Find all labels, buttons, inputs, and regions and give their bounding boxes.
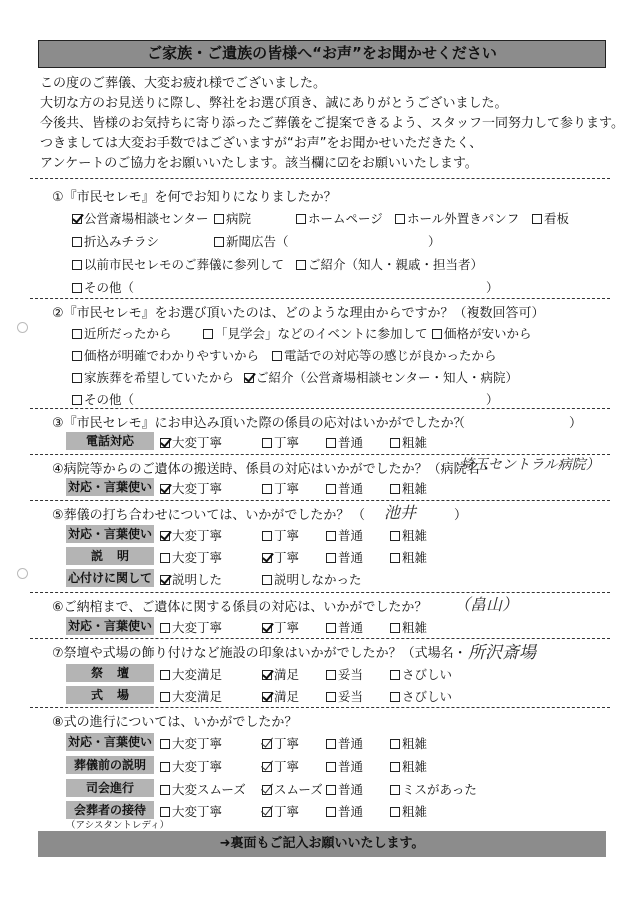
checkbox-icon[interactable] [214, 214, 224, 224]
q5-handwritten-staff: 池井 [384, 503, 417, 522]
checkbox-icon[interactable] [72, 329, 82, 339]
q2-option-nearby[interactable]: 近所だったから [72, 324, 172, 342]
checkbox-icon[interactable] [390, 531, 400, 541]
checkbox-icon[interactable] [160, 762, 170, 772]
q5-explanation-very-polite[interactable]: 大変丁寧 [160, 548, 222, 566]
question-1: ①『市民セレモ』を何でお知りになりましたか？ [52, 190, 337, 205]
checkbox-icon[interactable] [390, 762, 400, 772]
q8-reception-very-polite[interactable]: 大変丁寧 [160, 802, 222, 820]
checkbox-icon[interactable] [390, 807, 400, 817]
q1-option-public-hall-center[interactable]: 公営斎場相談センター [72, 209, 209, 227]
question-3: ③『市民セレモ』にお申込み頂いた際の係員の応対はいかがでしたか？ [52, 416, 467, 431]
intro-line: つきましては大変お手数ではございますが“お声”をお聞かせいただきたく、 [40, 136, 483, 151]
checkbox-icon[interactable] [203, 329, 213, 339]
question-7: ⑦祭壇や式場の飾り付けなど施設の印象はいかがでしたか？（式場名・ [52, 646, 467, 661]
checkbox-icon[interactable] [296, 214, 306, 224]
q2-option-referral[interactable]: ご紹介（公営斎場相談センター・知人・病院） [244, 368, 518, 386]
q8-manner-normal[interactable]: 普通 [326, 734, 363, 752]
checkbox-icon[interactable] [72, 283, 82, 293]
section-divider [30, 592, 610, 593]
checkbox-checked-icon[interactable] [160, 484, 170, 494]
q5-tip-explained[interactable]: 説明した [160, 570, 222, 588]
checkbox-icon[interactable] [326, 553, 336, 563]
q8-pre-explanation-rough[interactable]: 粗雑 [390, 757, 427, 775]
q1-option-other[interactable]: その他（ [72, 278, 134, 296]
checkbox-handchecked-icon[interactable] [262, 807, 272, 817]
checkbox-icon[interactable] [160, 692, 170, 702]
checkbox-icon[interactable] [160, 785, 170, 795]
punch-hole [17, 322, 28, 333]
q2-option-family-funeral[interactable]: 家族葬を希望していたから [72, 368, 234, 386]
q1-newspaper-paren-close: ） [428, 234, 441, 249]
q8-reception-polite[interactable]: 丁寧 [262, 802, 299, 820]
q1-option-referral[interactable]: ご紹介（知人・親戚・担当者） [296, 255, 483, 273]
q1-option-hall-pamphlet[interactable]: ホール外置きパンフ [395, 209, 519, 227]
q5-manner-rough[interactable]: 粗雑 [390, 526, 427, 544]
q5-explanation-polite[interactable]: 丁寧 [262, 548, 299, 566]
checkbox-icon[interactable] [326, 623, 336, 633]
q2-option-cheap[interactable]: 価格が安いから [432, 324, 532, 342]
checkbox-icon[interactable] [72, 351, 82, 361]
q5-manner-normal[interactable]: 普通 [326, 526, 363, 544]
question-4: ④病院等からのご遺体の搬送時、係員の対応はいかがでしたか？（病院名・ [52, 462, 493, 477]
checkbox-checked-icon[interactable] [160, 575, 170, 585]
q7-altar-very-satisfied[interactable]: 大変満足 [160, 665, 222, 683]
section-divider [30, 408, 610, 409]
checkbox-icon[interactable] [390, 785, 400, 795]
survey-title: ご家族・ご遺族の皆様へ“お声”をお聞かせください [38, 40, 606, 68]
q1-option-previous-attendance[interactable]: 以前市民セレモのご葬儀に参列して [72, 255, 284, 273]
checkbox-icon[interactable] [390, 692, 400, 702]
checkbox-icon[interactable] [160, 553, 170, 563]
q4-option-normal[interactable]: 普通 [326, 479, 363, 497]
checkbox-icon[interactable] [326, 692, 336, 702]
section-divider [30, 298, 610, 299]
q2-option-event[interactable]: 「見学会」などのイベントに参加して [203, 324, 428, 342]
checkbox-icon[interactable] [296, 260, 306, 270]
intro-text [40, 74, 624, 174]
q5-row-label-manner: 対応・言葉使い [67, 527, 152, 541]
checkbox-icon[interactable] [326, 785, 336, 795]
punch-hole [17, 568, 28, 579]
q4-handwritten-hospital: 埼玉セントラル病院） [460, 457, 600, 473]
q8-manner-polite[interactable]: 丁寧 [262, 734, 299, 752]
checkbox-icon[interactable] [390, 739, 400, 749]
q1-option-signboard[interactable]: 看板 [532, 209, 569, 227]
intro-line: アンケートのご協力をお願いいたします。該当欄に☑をお願いいたします。 [40, 156, 478, 171]
q5-manner-very-polite[interactable]: 大変丁寧 [160, 526, 222, 544]
checkbox-icon[interactable] [72, 373, 82, 383]
checkbox-icon[interactable] [160, 739, 170, 749]
section-divider [30, 500, 610, 501]
q8-mc-very-smooth[interactable]: 大変スムーズ [160, 780, 246, 798]
q5-explanation-normal[interactable]: 普通 [326, 548, 363, 566]
intro-line: この度のご葬儀、大変お疲れ様でございました。 [40, 76, 327, 91]
checkbox-icon[interactable] [160, 623, 170, 633]
checkbox-icon[interactable] [326, 438, 336, 448]
checkbox-icon[interactable] [214, 237, 224, 247]
q3-row-label: 電話対応 [66, 432, 154, 450]
checkbox-icon[interactable] [262, 484, 272, 494]
q5-paren-open: （ [352, 508, 366, 523]
checkbox-checked-icon[interactable] [72, 214, 82, 224]
q5-manner-polite[interactable]: 丁寧 [262, 526, 299, 544]
q8-manner-rough[interactable]: 粗雑 [390, 734, 427, 752]
q3-paren: （ ） [452, 416, 583, 431]
checkbox-checked-icon[interactable] [244, 373, 254, 383]
checkbox-icon[interactable] [326, 807, 336, 817]
q2-other-paren-close: ） [486, 392, 499, 407]
question-2: ②『市民セレモ』をお選び頂いたのは、どのような理由からですか？（複数回答可） [52, 306, 545, 321]
checkbox-icon[interactable] [390, 438, 400, 448]
q8-sublabel-assistant: （アシスタントレディ） [66, 820, 170, 831]
checkbox-icon[interactable] [262, 575, 272, 585]
q8-row-label-mc: 司会進行 [66, 779, 154, 797]
checkbox-checked-icon[interactable] [262, 692, 272, 702]
q7-altar-lonely[interactable]: さびしい [390, 665, 452, 683]
checkbox-icon[interactable] [326, 484, 336, 494]
checkbox-checked-icon[interactable] [160, 438, 170, 448]
footer-note: ➜裏面もご記入お願いいたします。 [38, 831, 606, 857]
checkbox-icon[interactable] [395, 214, 405, 224]
q8-pre-explanation-normal[interactable]: 普通 [326, 757, 363, 775]
q6-option-normal[interactable]: 普通 [326, 618, 363, 636]
q5-row-label-tip: 心付けに関して [67, 571, 152, 585]
section-divider [30, 707, 610, 708]
checkbox-icon[interactable] [160, 670, 170, 680]
q2-option-phone-response[interactable]: 電話での対応等の感じが良かったから [272, 346, 497, 364]
checkbox-icon[interactable] [72, 237, 82, 247]
checkbox-checked-icon[interactable] [262, 670, 272, 680]
q8-reception-normal[interactable]: 普通 [326, 802, 363, 820]
intro-line: 今後共、皆様のお気持ちに寄り添ったご葬儀をご提案できるよう、スタッフ一同努力して参ります。 [40, 116, 624, 131]
q5-row-label-explanation: 説明 [66, 547, 154, 565]
checkbox-checked-icon[interactable] [160, 531, 170, 541]
q2-option-other[interactable]: その他（ [72, 390, 134, 408]
q7-row-label-altar: 祭壇 [66, 664, 154, 682]
checkbox-icon[interactable] [272, 351, 282, 361]
q8-reception-rough[interactable]: 粗雑 [390, 802, 427, 820]
checkbox-handchecked-icon[interactable] [262, 785, 272, 795]
question-8: ⑧式の進行については、いかがでしたか？ [52, 715, 298, 730]
checkbox-handchecked-icon[interactable] [262, 762, 272, 772]
checkbox-icon[interactable] [326, 531, 336, 541]
q6-row-label: 対応・言葉使い [67, 619, 152, 633]
checkbox-checked-icon[interactable] [262, 553, 272, 563]
q4-row-label: 対応・言葉使い [67, 480, 152, 494]
q5-tip-not-explained[interactable]: 説明しなかった [262, 570, 362, 588]
q5-explanation-rough[interactable]: 粗雑 [390, 548, 427, 566]
q7-hall-very-satisfied[interactable]: 大変満足 [160, 687, 222, 705]
q7-hall-satisfied[interactable]: 満足 [262, 687, 299, 705]
intro-line: 大切な方のお見送りに際し、弊社をお選び頂き、誠にありがとうございました。 [40, 96, 508, 111]
q7-altar-satisfied[interactable]: 満足 [262, 665, 299, 683]
q8-row-label-manner: 対応・言葉使い [67, 735, 152, 749]
q6-option-polite[interactable]: 丁寧 [262, 618, 299, 636]
checkbox-handchecked-icon[interactable] [262, 739, 272, 749]
checkbox-icon[interactable] [262, 531, 272, 541]
section-divider [30, 178, 610, 179]
checkbox-icon[interactable] [390, 670, 400, 680]
q1-other-paren-close: ） [486, 280, 499, 295]
q8-pre-explanation-very-polite[interactable]: 大変丁寧 [160, 757, 222, 775]
q1-option-hospital[interactable]: 病院 [214, 209, 251, 227]
checkbox-icon[interactable] [390, 484, 400, 494]
q7-handwritten-venue: 所沢斎場 [468, 643, 536, 663]
checkbox-checked-icon[interactable] [262, 623, 272, 633]
q6-handwritten-staff: （畠山） [454, 595, 519, 614]
q7-row-label-hall: 式場 [66, 686, 154, 704]
checkbox-icon[interactable] [390, 623, 400, 633]
q7-hall-lonely[interactable]: さびしい [390, 687, 452, 705]
checkbox-icon[interactable] [72, 395, 82, 405]
checkbox-icon[interactable] [72, 260, 82, 270]
q8-row-label-pre-explanation: 葬儀前の説明 [66, 756, 154, 774]
checkbox-icon[interactable] [262, 438, 272, 448]
q7-altar-reasonable[interactable]: 妥当 [326, 665, 363, 683]
question-6: ⑥ご納棺まで、ご遺体に関する係員の対応は、いかがでしたか？ [52, 600, 428, 615]
q6-option-very-polite[interactable]: 大変丁寧 [160, 618, 222, 636]
q2-option-clear-price[interactable]: 価格が明確でわかりやすいから [72, 346, 259, 364]
checkbox-icon[interactable] [326, 670, 336, 680]
q1-option-newspaper[interactable]: 新聞広告（ [214, 232, 289, 250]
q3-option-normal[interactable]: 普通 [326, 433, 363, 451]
q8-mc-mistake[interactable]: ミスがあった [390, 780, 477, 798]
checkbox-icon[interactable] [160, 807, 170, 817]
q3-option-very-polite[interactable]: 大変丁寧 [160, 433, 222, 451]
q5-paren-close: ） [454, 508, 468, 523]
q3-option-rough[interactable]: 粗雑 [390, 433, 427, 451]
checkbox-icon[interactable] [326, 739, 336, 749]
q4-option-rough[interactable]: 粗雑 [390, 479, 427, 497]
q8-row-label-reception: 会葬者の接待 [66, 801, 154, 819]
checkbox-icon[interactable] [432, 329, 442, 339]
q3-option-polite[interactable]: 丁寧 [262, 433, 299, 451]
checkbox-icon[interactable] [326, 762, 336, 772]
q8-manner-very-polite[interactable]: 大変丁寧 [160, 734, 222, 752]
q8-pre-explanation-polite[interactable]: 丁寧 [262, 757, 299, 775]
q1-option-homepage[interactable]: ホームページ [296, 209, 383, 227]
q7-hall-reasonable[interactable]: 妥当 [326, 687, 363, 705]
q8-mc-normal[interactable]: 普通 [326, 780, 363, 798]
checkbox-icon[interactable] [390, 553, 400, 563]
q4-option-very-polite[interactable]: 大変丁寧 [160, 479, 222, 497]
q8-mc-smooth[interactable]: スムーズ [262, 780, 323, 798]
q6-option-rough[interactable]: 粗雑 [390, 618, 427, 636]
question-5: ⑤葬儀の打ち合わせについては、いかがでしたか？ [52, 508, 350, 523]
q4-option-polite[interactable]: 丁寧 [262, 479, 299, 497]
checkbox-icon[interactable] [532, 214, 542, 224]
q1-option-flyer[interactable]: 折込みチラシ [72, 232, 159, 250]
